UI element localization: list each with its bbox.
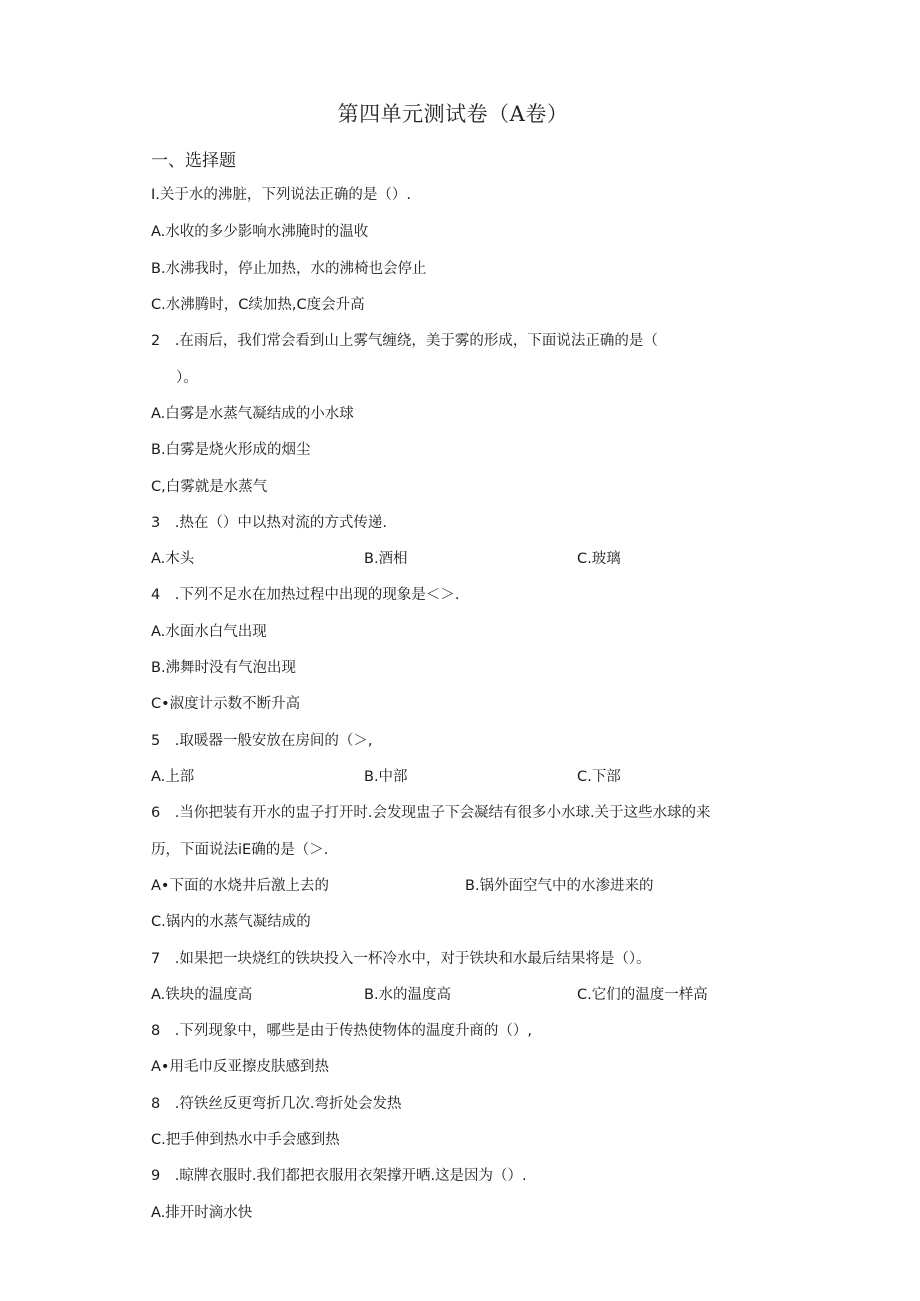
answer-option: A•下面的水烧井后激上去的 xyxy=(151,878,329,894)
text-line xyxy=(151,622,791,642)
text-line xyxy=(151,513,791,533)
line-text: A•用毛巾反亚擦皮肤感到热 xyxy=(151,1059,329,1075)
line-text: 4 .下列不足水在加热过程中出现的现象是＜＞. xyxy=(151,587,460,603)
text-line xyxy=(151,1057,791,1077)
answer-option: B.水的温度高 xyxy=(364,987,452,1003)
line-text: B.白雾是烧火形成的烟尘 xyxy=(151,442,311,458)
text-line xyxy=(151,694,791,714)
line-text: 2 .在雨后，我们常会看到山上雾气缠绕，美于雾的形成，下面说法正确的是（ xyxy=(151,333,658,349)
line-text: A.水面水白气出现 xyxy=(151,624,267,640)
line-text: C.把手伸到热水中手会感到热 xyxy=(151,1132,340,1148)
text-line xyxy=(151,731,791,751)
line-text: 8 .符铁丝反更弯折几次.弯折处会发热 xyxy=(151,1096,402,1112)
answer-option: C.玻璃 xyxy=(577,551,621,567)
line-text: 3 .热在（）中以热对流的方式传递. xyxy=(151,515,387,531)
line-text: B.沸舞时没有气泡出现 xyxy=(151,660,297,676)
answer-option: B.锅外面空气中的水渗进来的 xyxy=(465,878,654,894)
line-text: 5 .取暖器一般安放在房间的（＞, xyxy=(151,733,373,749)
answer-option: B.中部 xyxy=(364,769,408,785)
page-title: 第四单元测试卷（A卷） xyxy=(337,102,569,126)
line-text: C,白雾就是水蒸气 xyxy=(151,479,268,495)
line-text: B.水沸我时，停止加热，水的沸椅也会停止 xyxy=(151,261,427,277)
line-text: C•淑度计示数不断升高 xyxy=(151,696,301,712)
line-text: 历，下面说法iE确的是（＞. xyxy=(151,842,329,858)
section-heading: 一、选择题 xyxy=(151,151,236,171)
line-text: A.白雾是水蒸气凝结成的小水球 xyxy=(151,406,354,422)
line-text: C.锅内的水蒸气凝结成的 xyxy=(151,914,311,930)
text-line xyxy=(151,1094,791,1114)
text-line xyxy=(151,767,791,787)
line-text: 8 .下列现象中，哪些是由于传热使物体的温度升商的（）, xyxy=(151,1023,532,1039)
answer-option: A.木头 xyxy=(151,551,195,567)
text-line xyxy=(151,368,791,388)
text-line xyxy=(151,477,791,497)
answer-option: B.酒相 xyxy=(364,551,408,567)
line-text: C.水沸腾时，C续加热,C度会升高 xyxy=(151,297,365,313)
line-text: A.水收的多少影响水沸腌时的温收 xyxy=(151,224,369,240)
text-line xyxy=(151,222,791,242)
text-line xyxy=(151,1166,791,1186)
line-text: 9 .晾牌衣服时.我们都把衣服用衣架撑开晒.这是因为（）. xyxy=(151,1168,527,1184)
line-text: A.排开时滴水快 xyxy=(151,1205,253,1221)
text-line xyxy=(151,404,791,424)
text-line xyxy=(151,840,791,860)
line-text: 6 .当你把装有开水的盅子打开时.会发现盅子下会凝结有很多小水球.关于这些水球的来 xyxy=(151,805,711,821)
text-line xyxy=(151,295,791,315)
text-line xyxy=(151,440,791,460)
line-text: ）。 xyxy=(176,370,198,386)
text-line xyxy=(151,185,791,205)
text-line xyxy=(151,949,791,969)
text-line xyxy=(151,658,791,678)
text-line xyxy=(151,912,791,932)
text-line xyxy=(151,331,791,351)
line-text: 7 .如果把一块烧红的铁块投入一杯冷水中，对于铁块和水最后结果将是（）。 xyxy=(151,951,651,967)
text-line xyxy=(151,1021,791,1041)
text-line xyxy=(151,1203,791,1223)
text-line xyxy=(151,585,791,605)
text-line xyxy=(151,259,791,279)
answer-option: C.下部 xyxy=(577,769,621,785)
text-line xyxy=(151,1130,791,1150)
text-line xyxy=(151,985,791,1005)
text-line xyxy=(151,803,791,823)
text-line xyxy=(151,876,791,896)
answer-option: C.它们的温度一样高 xyxy=(577,987,708,1003)
answer-option: A.铁块的温度高 xyxy=(151,987,253,1003)
text-line xyxy=(151,549,791,569)
answer-option: A.上部 xyxy=(151,769,195,785)
line-text: I.关于水的沸脏，下列说法正确的是（）. xyxy=(151,187,411,203)
